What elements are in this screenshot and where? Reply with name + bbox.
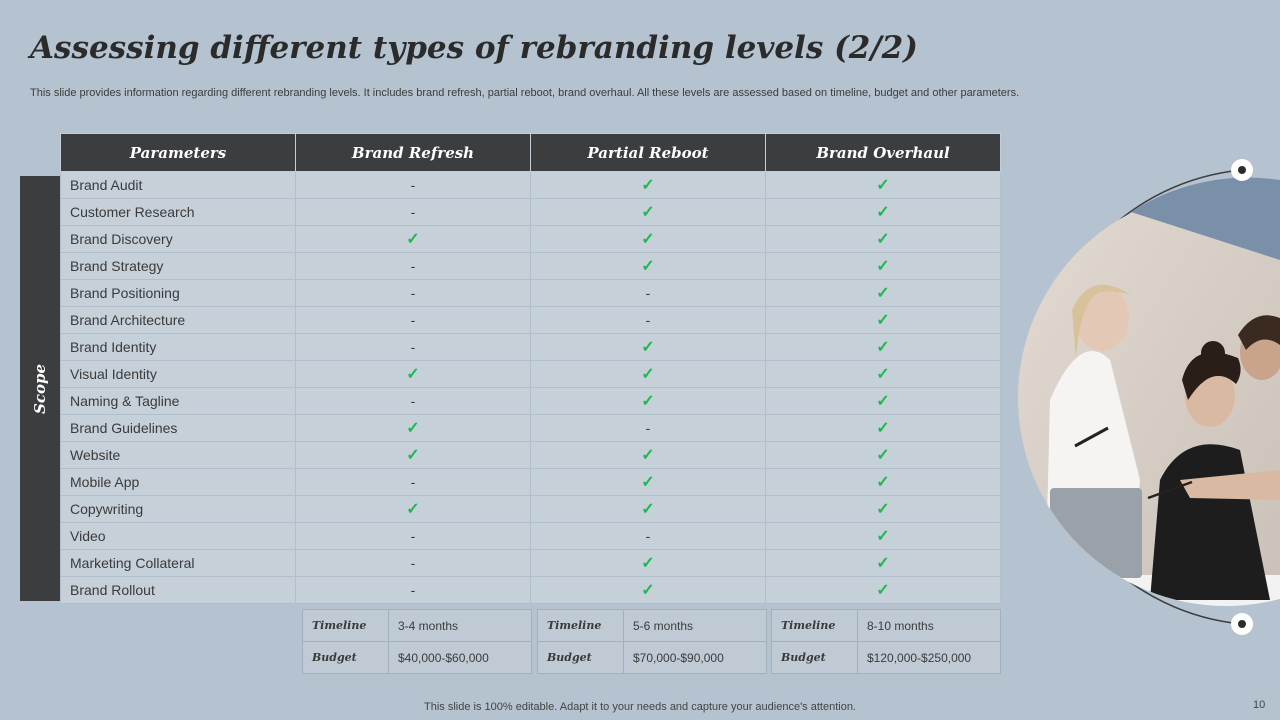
check-icon: ✓: [876, 528, 890, 545]
timeline-value: 5-6 months: [624, 610, 767, 642]
dash-icon: -: [410, 528, 416, 544]
timeline-label: Timeline: [772, 610, 858, 642]
parameter-name: Marketing Collateral: [61, 550, 296, 577]
check-icon: ✓: [876, 231, 890, 248]
header-partial-reboot: Partial Reboot: [531, 134, 766, 172]
check-icon: ✓: [641, 447, 655, 464]
check-icon: ✓: [406, 366, 420, 383]
budget-label: Budget: [772, 642, 858, 674]
page-number: 10: [1253, 699, 1266, 711]
parameter-name: Visual Identity: [61, 361, 296, 388]
check-icon: ✓: [876, 312, 890, 329]
parameter-name: Customer Research: [61, 199, 296, 226]
parameter-name: Brand Guidelines: [61, 415, 296, 442]
check-icon: ✓: [876, 447, 890, 464]
parameter-name: Naming & Tagline: [61, 388, 296, 415]
header-brand-refresh: Brand Refresh: [296, 134, 531, 172]
slide-footer: This slide is 100% editable. Adapt it to your needs and capture your audience's attention.: [424, 701, 856, 713]
check-icon: ✓: [876, 285, 890, 302]
parameter-name: Copywriting: [61, 496, 296, 523]
check-icon: ✓: [641, 204, 655, 221]
check-icon: ✓: [641, 366, 655, 383]
parameter-name: Brand Audit: [61, 172, 296, 199]
dash-icon: -: [645, 285, 651, 301]
budget-label: Budget: [303, 642, 389, 674]
budget-label: Budget: [538, 642, 624, 674]
dash-icon: -: [410, 393, 416, 409]
dash-icon: -: [410, 582, 416, 598]
check-icon: ✓: [641, 393, 655, 410]
check-icon: ✓: [876, 177, 890, 194]
slide-subtitle: This slide provides information regarding different rebranding levels. It includes brand refresh, partial reboot, brand overhaul. All these levels are assessed based on timeline, budget and other parameters.: [30, 87, 1020, 99]
scope-label: Scope: [31, 363, 49, 414]
dash-icon: -: [410, 312, 416, 328]
budget-value: $70,000-$90,000: [624, 642, 767, 674]
parameter-name: Brand Discovery: [61, 226, 296, 253]
check-icon: ✓: [641, 339, 655, 356]
dash-icon: -: [645, 528, 651, 544]
parameter-name: Website: [61, 442, 296, 469]
dash-icon: -: [410, 258, 416, 274]
check-icon: ✓: [876, 339, 890, 356]
parameter-name: Video: [61, 523, 296, 550]
timeline-label: Timeline: [303, 610, 389, 642]
check-icon: ✓: [641, 177, 655, 194]
budget-value: $120,000-$250,000: [858, 642, 1001, 674]
check-icon: ✓: [876, 582, 890, 599]
check-icon: ✓: [406, 501, 420, 518]
dash-icon: -: [410, 555, 416, 571]
slide-title: Assessing different types of rebranding levels (2/2): [30, 30, 918, 66]
check-icon: ✓: [876, 393, 890, 410]
check-icon: ✓: [641, 501, 655, 518]
check-icon: ✓: [876, 474, 890, 491]
check-icon: ✓: [876, 555, 890, 572]
check-icon: ✓: [876, 420, 890, 437]
budget-value: $40,000-$60,000: [389, 642, 532, 674]
timeline-label: Timeline: [538, 610, 624, 642]
dash-icon: -: [645, 312, 651, 328]
dash-icon: -: [410, 474, 416, 490]
check-icon: ✓: [876, 258, 890, 275]
check-icon: ✓: [641, 555, 655, 572]
check-icon: ✓: [641, 231, 655, 248]
check-icon: ✓: [876, 501, 890, 518]
parameter-name: Brand Architecture: [61, 307, 296, 334]
dash-icon: -: [645, 420, 651, 436]
header-brand-overhaul: Brand Overhaul: [766, 134, 1001, 172]
check-icon: ✓: [641, 474, 655, 491]
dash-icon: -: [410, 204, 416, 220]
dash-icon: -: [410, 339, 416, 355]
timeline-value: 8-10 months: [858, 610, 1001, 642]
check-icon: ✓: [406, 420, 420, 437]
check-icon: ✓: [876, 366, 890, 383]
dash-icon: -: [410, 177, 416, 193]
parameter-name: Brand Identity: [61, 334, 296, 361]
parameter-name: Mobile App: [61, 469, 296, 496]
check-icon: ✓: [406, 231, 420, 248]
timeline-value: 3-4 months: [389, 610, 532, 642]
parameter-name: Brand Positioning: [61, 280, 296, 307]
parameter-name: Brand Strategy: [61, 253, 296, 280]
dash-icon: -: [410, 285, 416, 301]
header-parameters: Parameters: [61, 134, 296, 172]
parameter-name: Brand Rollout: [61, 577, 296, 604]
check-icon: ✓: [641, 258, 655, 275]
check-icon: ✓: [876, 204, 890, 221]
check-icon: ✓: [641, 582, 655, 599]
check-icon: ✓: [406, 447, 420, 464]
